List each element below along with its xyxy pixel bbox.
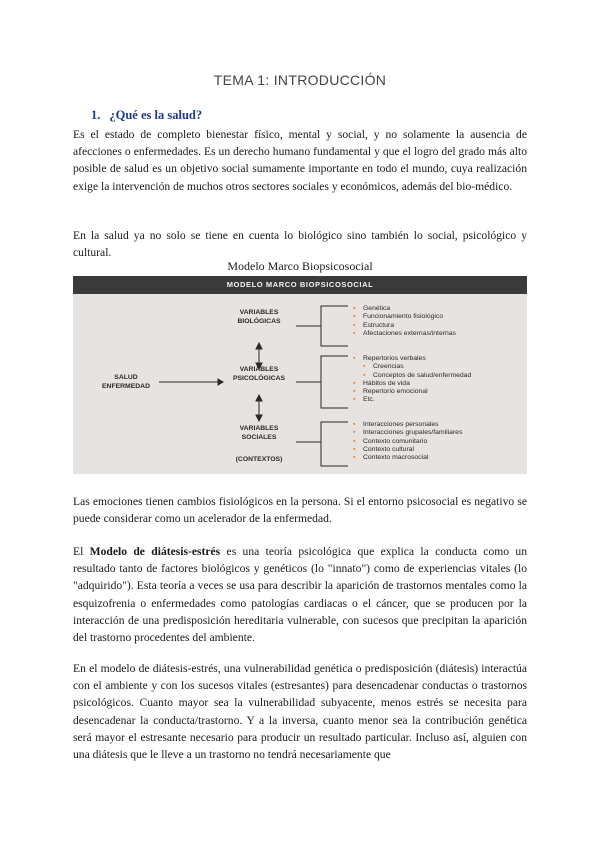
diagram-list-item	[353, 322, 456, 330]
diagram-list-item-text: Estructura	[363, 321, 394, 329]
diagram-list-item	[353, 438, 462, 446]
bullet-icon: ▪	[363, 363, 366, 371]
bracket-sociales	[321, 422, 348, 466]
diagram-list-item-text: Creencias	[373, 363, 404, 371]
diagram-list-item	[353, 330, 456, 338]
paragraph-emociones: Las emociones tienen cambios fisiológicos en la persona. Si el entorno psicosocial es negativo se puede considerar como un acelerador de la enfermedad.	[73, 495, 527, 526]
variable-label-line: VARIABLES	[239, 309, 279, 316]
variable-label-line: VARIABLES	[239, 366, 279, 373]
label-variables-sociales	[218, 425, 300, 442]
diagram-header: MODELO MARCO BIOPSICOSOCIAL	[73, 276, 527, 294]
label-contextos: (CONTEXTOS)	[235, 456, 283, 463]
diagram-list-item-text: Funcionamiento fisiológico	[363, 313, 444, 321]
section-heading	[91, 108, 202, 123]
bullet-icon: ▪	[353, 421, 356, 428]
diagram-list-item	[353, 363, 471, 371]
bullet-icon: ▪	[363, 371, 366, 379]
paragraph-definition: Es el estado de completo bienestar físico, mental y social, y no solamente la ausencia de afecciones o enfermedades. Es un derecho humano fundamental y que el logro del grado más alto posible de salud es un objetivo social sumamente importante en todo el mundo, cuya realización exige la intervención de muchos otros sectores sociales y económicos, además del bio-médico.	[73, 128, 527, 193]
bullet-icon: ▪	[353, 321, 356, 329]
label-variables-biologicas	[218, 309, 300, 326]
diagram-list-item-text: Contexto cultural	[363, 445, 415, 453]
diagram-list-item-text: Contexto comunitario	[363, 437, 428, 445]
p4-rest: es una teoría psicológica que explica la conducta como un resultado tanto de factores biológicos y genéticos (lo "innato") como de experiencias vitales (lo "adquirido"). Esta teoría a veces se usa para describir la aparición de trastornos mentales como la esquizofrenia o enfermedades como patologías cardiacas o el cáncer, que se producen por la interacción de una predisposición hereditaria vulnerable, con sucesos que precipitan la aparición del trastorno procedentes del ambiente.	[73, 545, 528, 645]
page-title: TEMA 1: INTRODUCCIÓN	[213, 72, 387, 88]
diagram-list-item-text: Repertorios verbales	[363, 355, 426, 362]
label-variables-psicologicas	[218, 366, 300, 383]
diagram-list-item	[353, 313, 456, 321]
diagram-list-item	[353, 421, 462, 429]
bullet-icon: ▪	[353, 355, 356, 362]
section-heading-text: ¿Qué es la salud?	[109, 108, 203, 122]
bullet-icon: ▪	[353, 388, 356, 396]
diagram-list-item-text: Interacciones grupales/familiares	[363, 429, 463, 437]
diagram-list-item-text: Repertorio emocional	[363, 388, 428, 396]
diagram-list-item	[353, 355, 471, 363]
list-biologicas	[353, 305, 456, 338]
variable-label-line: VARIABLES	[239, 425, 279, 432]
paragraph-modelo-diatesis: En el modelo de diátesis-estrés, una vulnerabilidad genética o predisposición (diátesis) interactúa con el ambiente y con los sucesos vitales (estresantes) para desencadenar conductas o trastornos psicológicos. Cuanto mayor sea la vulnerabilidad subyacente, menos estrés se necesita para desencadenar la conducta/trastorno. Y a la inversa, cuanto menor sea la contribución genética será mayor el estresante necesario para producir un resultado particular. Incluso así, alguien con una diátesis que le lleve a un trastorno no tendrá necesariamente que	[73, 662, 527, 762]
salud-line: SALUD	[114, 374, 138, 381]
enfermedad-line: ENFERMEDAD	[102, 382, 150, 390]
diagram-list-item	[353, 380, 471, 388]
bullet-icon: ▪	[353, 379, 356, 387]
bullet-icon: ▪	[353, 313, 356, 321]
variable-label-line: SOCIALES	[241, 433, 277, 441]
bullet-icon: ▪	[353, 454, 356, 462]
p4-prefix: El	[73, 545, 90, 558]
bullet-icon: ▪	[353, 396, 356, 404]
diagram-list-item	[353, 446, 462, 454]
diagram-list-item	[353, 372, 471, 380]
bullet-icon: ▪	[353, 445, 356, 453]
section-number: 1.	[91, 108, 101, 122]
variable-label-line: PSICOLÓGICAS	[232, 374, 286, 382]
bullet-icon: ▪	[353, 329, 356, 337]
list-sociales	[353, 421, 462, 462]
bracket-psicologicas	[321, 356, 348, 408]
figure-caption: Modelo Marco Biopsicosocial	[227, 259, 373, 273]
diagram-list-item-text: Afectaciones externas/internas	[363, 329, 456, 337]
term-diatesis-estres: Modelo de diátesis-estrés	[89, 545, 221, 558]
diagram-list-item	[353, 454, 462, 462]
diagram-list-item	[353, 429, 462, 437]
bullet-icon: ▪	[353, 305, 356, 312]
bullet-icon: ▪	[353, 437, 356, 445]
label-salud-enfermedad	[81, 374, 171, 391]
bracket-biologicas	[321, 306, 348, 346]
list-psicologicas	[353, 355, 471, 405]
paragraph-diatesis	[73, 543, 527, 646]
biopsychosocial-diagram	[73, 276, 527, 474]
variable-label-line: BIOLÓGICAS	[237, 317, 281, 325]
bullet-icon: ▪	[353, 429, 356, 437]
diagram-list-item	[353, 305, 456, 313]
diagram-list-item	[353, 396, 471, 404]
diagram-list-item-text: Conceptos de salud/enfermedad	[373, 371, 472, 379]
diagram-list-item-text: Interacciones personales	[363, 421, 439, 428]
paragraph-biopsychosocial: En la salud ya no solo se tiene en cuenta lo biológico sino también lo social, psicológico y cultural.	[73, 229, 527, 260]
diagram-list-item-text: Genética	[363, 305, 391, 312]
diagram-list-item-text: Etc.	[363, 396, 375, 404]
diagram-list-item-text: Contexto macrosocial	[363, 454, 429, 462]
diagram-list-item	[353, 388, 471, 396]
diagram-list-item-text: Hábitos de vida	[363, 379, 410, 387]
